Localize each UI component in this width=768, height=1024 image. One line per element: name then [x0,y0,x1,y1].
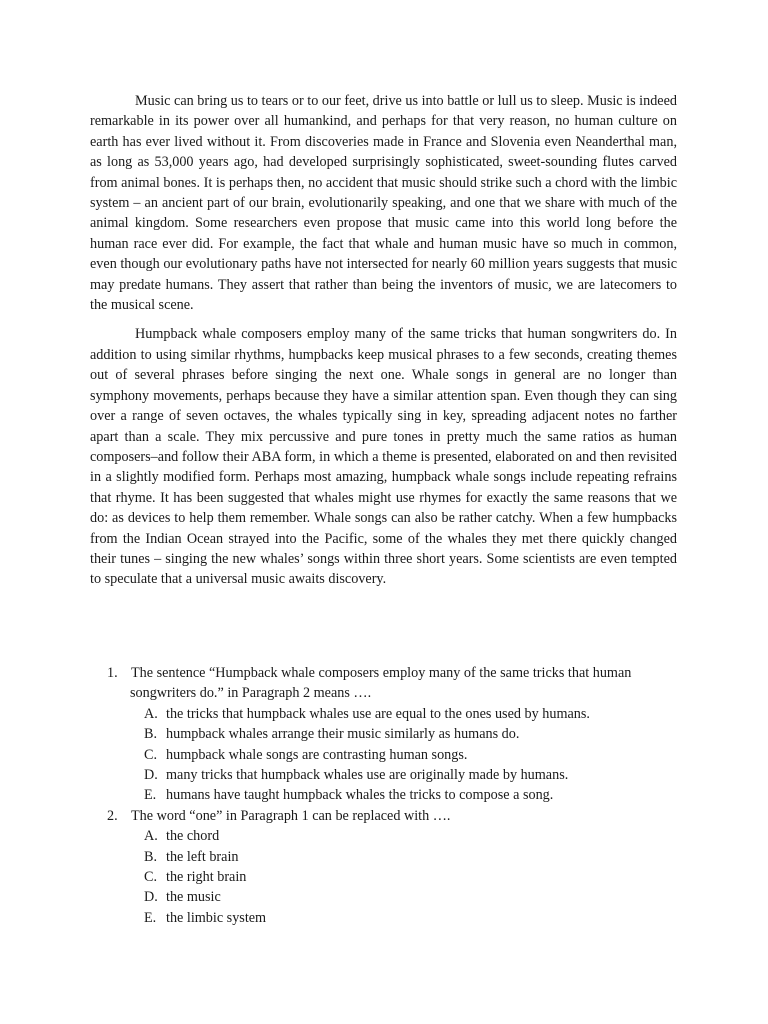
answer-option-e[interactable] [144,785,690,805]
option-letter: D. [144,889,158,906]
answer-option-a[interactable] [144,704,690,724]
option-letter: C. [144,869,158,886]
answer-option-c[interactable] [144,867,690,887]
answer-option-c[interactable] [144,745,690,765]
option-letter: E. [144,909,157,926]
answer-option-a[interactable] [144,826,690,846]
question-2 [107,806,690,928]
option-text: the right brain [166,869,247,886]
option-letter: E. [144,787,157,804]
passage-paragraph-1: Music can bring us to tears or to our feet, drive us into battle or lull us to sleep. Music is indeed remarkable in its power over all humankind, and perhaps for that very reason, no human culture on earth has ever lived without it. From discoveries made in France and Slovenia even Neanderthal man, as long as 53,000 years ago, had developed surprisingly sophisticated, sweet-sounding flutes carved from animal bones. It is perhaps then, no accident that music should strike such a chord with the limbic system – an ancient part of our brain, evolutionarily speaking, and one that we share with much of the animal kingdom. Some researchers even propose that music came into this world long before the human race ever did. For example, the fact that whale and human music have so much in common, even though our evolutionary paths have not intersected for nearly 60 million years suggests that music may predate humans. They assert that rather than being the inventors of music, we are latecomers to the musical scene. [90,93,677,314]
option-text: the chord [166,828,220,845]
answer-option-e[interactable] [144,908,690,928]
question-text: The sentence “Humpback whale composers employ many of the same tricks that human [131,665,632,681]
option-letter: B. [144,726,158,743]
passage-paragraph-2: Humpback whale composers employ many of the same tricks that human songwriters do. In addition to using similar rhythms, humpbacks keep musical phrases to a few seconds, creating themes out of several phrases before singing the next one. Whale songs in general are no longer than symphony movements, perhaps because they have a similar attention span. Even though they can sing over a range of seven octaves, the whales typically sing in key, spreading adjacent notes no farther apart than a scale. They mix percussive and pure tones in pretty much the same ratios as human composers–and follow their ABA form, in which a theme is presented, elaborated on and then revisited in a slightly modified form. Perhaps most amazing, humpback whale songs include repeating refrains that rhyme. It has been suggested that whales might use rhymes for exactly the same reasons that we do: as devices to help them remember. Whale songs can also be rather catchy. When a few humpbacks from the Indian Ocean strayed into the Pacific, some of the whales they met there quickly changed their tunes – singing the new whales’ songs within three short years. Some scientists are even tempted to speculate that a universal music awaits discovery. [90,326,677,588]
answer-option-d[interactable] [144,765,690,785]
option-text: humpback whales arrange their music similarly as humans do. [166,726,520,743]
reading-passage [90,91,677,590]
question-text-continued: songwriters do.” in Paragraph 2 means …. [130,685,372,702]
option-text: the tricks that humpback whales use are equal to the ones used by humans. [166,705,590,722]
option-letter: C. [144,746,158,763]
option-text: many tricks that humpback whales use are originally made by humans. [166,767,569,784]
answer-option-d[interactable] [144,887,690,907]
question-1 [107,663,690,806]
option-letter: D. [144,767,158,784]
option-letter: A. [144,828,158,845]
option-letter: A. [144,705,158,722]
question-number: 2. [107,807,118,824]
option-text: the left brain [166,848,239,865]
option-text: humpback whale songs are contrasting human songs. [166,746,468,763]
question-text: The word “one” in Paragraph 1 can be replaced with …. [131,807,451,824]
answer-options [107,704,690,806]
answer-options [107,826,690,928]
option-letter: B. [144,848,158,865]
option-text: the music [166,889,221,906]
answer-option-b[interactable] [144,847,690,867]
answer-option-b[interactable] [144,724,690,744]
option-text: the limbic system [166,909,267,926]
option-text: humans have taught humpback whales the tricks to compose a song. [166,787,554,804]
question-number: 1. [107,665,118,681]
question-list [107,663,690,928]
